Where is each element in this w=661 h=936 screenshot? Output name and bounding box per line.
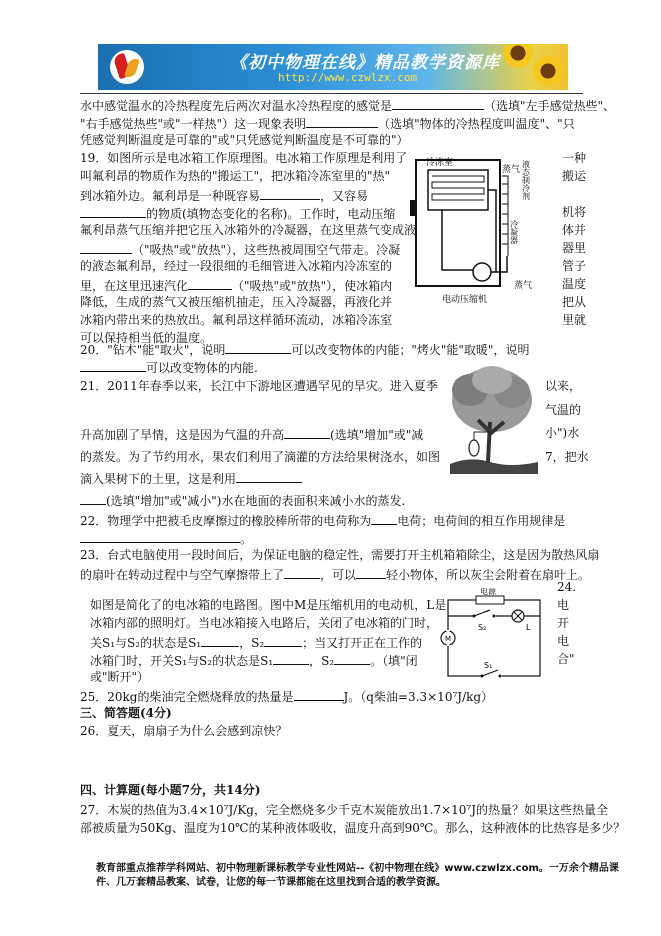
label-power: 电源: [480, 588, 496, 596]
footer-line: 件、几万套精品教案、试卷，让您的每一节课都能在这里找到合适的教学资源。: [96, 877, 446, 888]
q27-line: 部被质量为50Kg、温度为10℃的某种液体吸收，温度升高到90℃。那么，这种液体的比热容是多少？: [80, 821, 626, 835]
q19-line: 里，在这里迅速汽化 （"吸热"或"放热"），使冰箱内: [80, 279, 393, 293]
label-s1: S₁: [484, 661, 493, 670]
q23-line: 的扇叶在转动过程中与空气摩擦带上了 ，可以 轻小物体，所以灰尘会附着在扇叶上。: [80, 568, 591, 582]
q19-line: 机将: [562, 205, 587, 219]
text-line: 凭感觉判断温度是可靠的"或"只凭感觉判断温度是不可靠的"）: [80, 133, 409, 147]
q25-line: 25．20kg的柴油完全燃烧释放的热量是 J。（q柴油=3.3×10⁷J/kg）: [80, 690, 494, 704]
q19-line: 冰箱内带出来的热放出。氟利昂这样循环流动，冰箱冷冻室: [80, 313, 393, 327]
header-banner: [98, 44, 568, 90]
section-heading: 三、简答题(4分): [80, 706, 172, 720]
q24-line: 或"断开"）: [90, 670, 150, 684]
q24-number: 24.: [557, 580, 577, 594]
q19-line: 一种: [562, 151, 587, 165]
label-motor: M: [445, 635, 452, 643]
q19-line: 降低，生成的蒸气又被压缩机抽走，压入冷凝器，再液化并: [80, 295, 393, 309]
q19-line: 到冰箱外边。氟利昂是一种既容易 ，又容易: [80, 189, 369, 203]
q21-line: 以来，: [545, 379, 582, 393]
section-heading: 四、计算题(每小题7分，共14分): [80, 783, 261, 797]
q21-line: 的蒸发。为了节约用水，果农们利用了滴灌的方法给果树浇水，如图: [80, 450, 441, 464]
q24-line: 开: [557, 616, 570, 630]
logo-icon: [110, 50, 144, 84]
header-rule: [80, 93, 583, 94]
q19-line: （"吸热"或"放热"），这些热被周围空气带走。冷凝: [80, 241, 400, 258]
text-line: 水中感觉温水的冷热程度先后两次对温水冷热程度的感觉是 （选填"左手感觉热些"、: [80, 99, 616, 113]
q24-line: 冰箱内部的照明灯。当电冰箱接入电路后，关闭了电冰箱的门时，: [90, 616, 439, 630]
q24-line: 合": [557, 652, 575, 666]
q19-line: 器里: [562, 241, 587, 255]
label-freezer: 冷冻室: [426, 158, 454, 168]
label-compressor: 电动压缩机: [442, 295, 488, 305]
q24-line: 关S₁与S₂的状态是S₁ ，S₂ ；当又打开正在工作的: [90, 636, 423, 650]
q19-line: 的液态氟利昂，经过一段很细的毛细管进入冰箱内冷冻室的: [80, 259, 393, 273]
q19-line: 管子: [562, 259, 587, 273]
q19-line: 里就: [562, 313, 587, 327]
q23-line: 23．台式电脑使用一段时间后，为保证电脑的稳定性，需要打开主机箱箱除尘，这是因为散热风扇: [80, 548, 600, 562]
q19-line: 把从: [562, 295, 587, 309]
q21-line: (选填"增加"或"减小")水在地面的表面积来减小水的蒸发.: [80, 492, 405, 509]
banner-title: 《初中物理在线》精品教学资源库: [230, 53, 500, 73]
q24-line: 如图是简化了的电冰箱的电路图。图中M是压缩机用的电动机，L是: [90, 598, 447, 612]
circuit-diagram: [438, 588, 550, 684]
q19-line: 叫氟利昂的物质作为热的"搬运工"，把冰箱冷冻室里的"热": [80, 169, 391, 183]
sunflower-icon: [503, 44, 533, 68]
q22-line: 。: [80, 530, 252, 547]
text-line: "右手感觉热些"或"一样热"）这一现象表明 （选填"物体的冷热程度叫温度"、"只: [80, 117, 575, 131]
label-vapor-bottom: 蒸气: [514, 281, 533, 291]
q20-line: 可以改变物体的内能.: [80, 359, 258, 376]
label-vapor-top: 蒸气: [502, 165, 521, 175]
q19-line: 氟利昂蒸气压缩并把它压入冰箱外的冷凝器，在这里蒸气变成液: [80, 223, 417, 237]
q21-line: 21．2011年春季以来，长江中下游地区遭遇罕见的旱灾。进入夏季: [80, 379, 438, 393]
tree-illustration: [440, 362, 540, 482]
label-liquid: 液态制冷剂: [521, 160, 531, 200]
q22-line: 22．物理学中把被毛皮摩擦过的橡胶棒所带的电荷称为 电荷；电荷间的相互作用规律是: [80, 514, 566, 528]
q19-line: 体并: [562, 223, 587, 237]
q21-line: 气温的: [545, 403, 582, 417]
q21-line: 小")水: [545, 426, 580, 440]
q21-line: 升高加剧了旱情，这是因为气温的升高 (选填"增加"或"减: [80, 428, 424, 442]
sunflower-icon: [533, 56, 563, 86]
q24-line: 电: [557, 634, 570, 648]
label-lamp: L: [526, 623, 531, 632]
q24-line: 冰箱门时，开关S₁与S₂的状态是S₁ ，S₂ 。（填"闭: [90, 654, 418, 668]
q19-line: 可以保持相当低的温度。: [80, 331, 213, 345]
q24-line: 电: [557, 598, 570, 612]
label-condenser: 冷凝器: [509, 220, 519, 244]
q27-line: 27．木炭的热值为3.4×10⁷J/Kg，完全燃烧多少千克木炭能放出1.7×10⁷J的热量？如果这些热量全: [80, 803, 609, 817]
label-s2: S₂: [478, 623, 487, 632]
q21-line: 7，把水: [545, 450, 589, 464]
banner-url: http://www.czwlzx.com: [278, 71, 418, 84]
q19-line: 温度: [562, 277, 587, 291]
q26-line: 26．夏天，扇扇子为什么会感到凉快？: [80, 724, 288, 738]
q19-line: 19．如图所示是电冰箱工作原理图。电冰箱工作原理是利用了: [80, 151, 408, 165]
q19-line: 搬运: [562, 169, 587, 183]
refrigerator-diagram: [402, 150, 552, 310]
q21-line: 滴入果树下的土里，这是利用: [80, 470, 302, 487]
q20-line: 20．"钻木"能"取火"，说明 可以改变物体的内能；"烤火"能"取暖"，说明: [80, 343, 530, 357]
q19-line: 的物质(填物态变化的名称)。工作时，电动压缩: [80, 205, 395, 222]
footer-line: 教育部重点推荐学科网站、初中物理新课标教学专业性网站--《初中物理在线》www.czwlzx.com。一万余个精品课: [96, 863, 619, 874]
